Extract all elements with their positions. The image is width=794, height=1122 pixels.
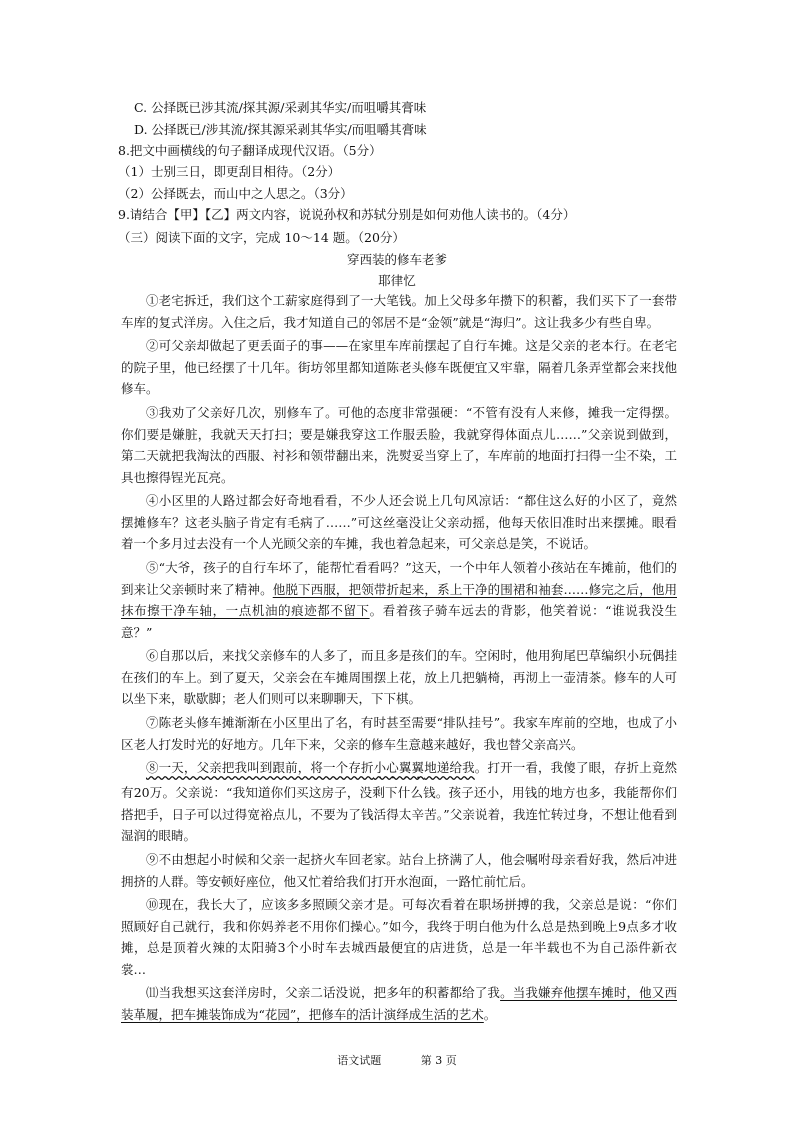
article-author: 耶律忆 xyxy=(378,273,416,288)
paragraph-6: ⑥自那以后，来找父亲修车的人多了，而且多是孩们的车。空闲时，他用狗尾巴草编织小玩偶挂在孩们的车上。到了夏天，父亲会在车摊周围摆上花，放上几把躺椅，再沏上一壶清茶。修车的人可以坐下来，歇歇脚；老人们则可以来聊聊天，下下棋。 xyxy=(121,648,677,706)
paragraph-10: ⑩现在，我长大了，应该多多照顾父亲才是。可每次看着在职场拼搏的我，父亲总是说：“你们照顾好自己就行，我和你妈养老不用你们操心。”如今，我终于明白他为什么总是热到晚上9点多才收摊，总是顶着火辣的太阳骑3个小时车去城西最便宜的店进货，总是一年半载也不为自己添件新衣裳… xyxy=(121,897,677,977)
footer-subject: 语文试题 xyxy=(337,1054,382,1067)
option-c: C. 公择既已涉其流/探其源/采剥其华实/而咀嚼其膏味 xyxy=(134,100,427,115)
section-3-heading: （三）阅读下面的文字，完成 10～14 题。（20分） xyxy=(118,230,405,245)
question-8-sentence-1: （1）士别三日，即更刮目相待。（2分） xyxy=(118,164,341,179)
paragraph-11-start: ⑾当我想买这套洋房时，父亲二话没说，把多年的积蓄都给了我 xyxy=(146,985,501,1000)
paragraph-8 xyxy=(121,757,677,847)
paragraph-8-wavy: ⑧一天，父亲把我叫到跟前，将一个存折 xyxy=(146,760,374,775)
paragraph-11-end: 。 xyxy=(483,1006,497,1022)
question-8-stem: 8.把文中画横线的句子翻译成现代汉语。（5分） xyxy=(118,143,382,158)
page-footer xyxy=(0,1052,794,1068)
paragraph-7: ⑦陈老头修车摊渐渐在小区里出了名，有时甚至需要“排队挂号”。我家车库前的空地，也成了小区老人打发时光的好地方。几年下来，父亲的修车生意越来越好，我也替父亲高兴。 xyxy=(121,715,677,752)
paragraph-5-end: 。看着孩子骑车远去的背影，他笑着说：“谁说我没生意？” xyxy=(121,603,677,640)
paragraph-2: ②可父亲却做起了更丢面子的事——在家里车库前摆起了自行车摊。这是父亲的老本行。在老宅的院子里，他已经摆了十几年。街坊邻里都知道陈老头修车既便宜又牢靠，隔着几条弄堂都会来找他修车。 xyxy=(121,338,677,396)
paragraph-5-underlined: 他脱下西服，把领带折起来，系上干净的围裙和袖套……修完之后，他用抹布擦干净车轴，一点机油的痕迹都不留下 xyxy=(121,581,677,618)
paragraph-11-underlined: 。当我嫌弃他摆车摊时，他又西装革履，把车摊装饰成为“花园”，把修车的活计演绎成生活的艺术 xyxy=(121,985,677,1022)
paragraph-5 xyxy=(121,557,677,643)
paragraph-11 xyxy=(121,982,677,1025)
paragraph-1: ①老宅拆迁，我们这个工薪家庭得到了一大笔钱。加上父母多年攒下的积蓄，我们买下了一套带车库的复式洋房。入住之后，我才知道自己的邻居不是“金领”就是“海归”。这让我多少有些自卑。 xyxy=(121,293,677,330)
question-8-sentence-2: （2）公择既去，而山中之人思之。（3分） xyxy=(118,186,353,201)
paragraph-8-wavy-2: 地递给我 xyxy=(424,760,475,775)
article-title: 穿西装的修车老爹 xyxy=(346,252,447,267)
question-9-stem: 9.请结合【甲】【乙】两文内容，说说孙权和苏轼分别是如何劝他人读书的。（4分） xyxy=(118,207,576,222)
paragraph-8-dotted-word: 小心翼翼 xyxy=(373,760,425,775)
paragraph-9: ⑨不由想起小时候和父亲一起挤火车回老家。站台上挤满了人，他会嘱咐母亲看好我，然后冲进拥挤的人群。等安顿好座位，他又忙着给我们打开水泡面，一路忙前忙后。 xyxy=(121,852,677,889)
option-d: D. 公择既已/涉其流/探其源采剥其华实/而咀嚼其膏味 xyxy=(134,122,427,137)
paragraph-5-start: ⑤“大爷，孩子的自行车坏了，能帮忙看看吗？”这天，一个中年人领着小孩站在车摊前，他们的到来让父亲顿时来了精神。 xyxy=(121,560,677,597)
paragraph-8-rest: 。打开一看，我傻了眼，存折上竟然有20万。父亲说：“我知道你们买这房子，没剩下什么钱。孩子还小，用钱的地方也多，我能帮你们搭把手，日子可以过得宽裕点儿，不要为了钱活得太辛苦。”父亲说着，我连忙转过身，不想让他看到湿润的眼睛。 xyxy=(121,760,677,843)
footer-page-number: 第 3 页 xyxy=(420,1054,457,1067)
paragraph-4: ④小区里的人路过都会好奇地看看，不少人还会说上几句风凉话：“都住这么好的小区了，竟然摆摊修车？这老头脑子肯定有毛病了……”可这丝毫没让父亲动摇，他每天依旧准时出来摆摊。眼看着一个多月过去没有一个人光顾父亲的车摊，我也着急起来，可父亲总是笑，不说话。 xyxy=(121,493,677,551)
paragraph-3: ③我劝了父亲好几次，别修车了。可他的态度非常强硬：“不管有没有人来修，摊我一定得摆。你们要是嫌脏，我就天天打扫；要是嫌我穿这工作服丢脸，我就穿得体面点儿……”父亲说到做到，第二天就把我淘汰的西服、衬衫和领带翻出来，洗熨妥当穿上了，车库前的地面打扫得一尘不染，工具也擦得锃光瓦亮。 xyxy=(121,405,677,485)
